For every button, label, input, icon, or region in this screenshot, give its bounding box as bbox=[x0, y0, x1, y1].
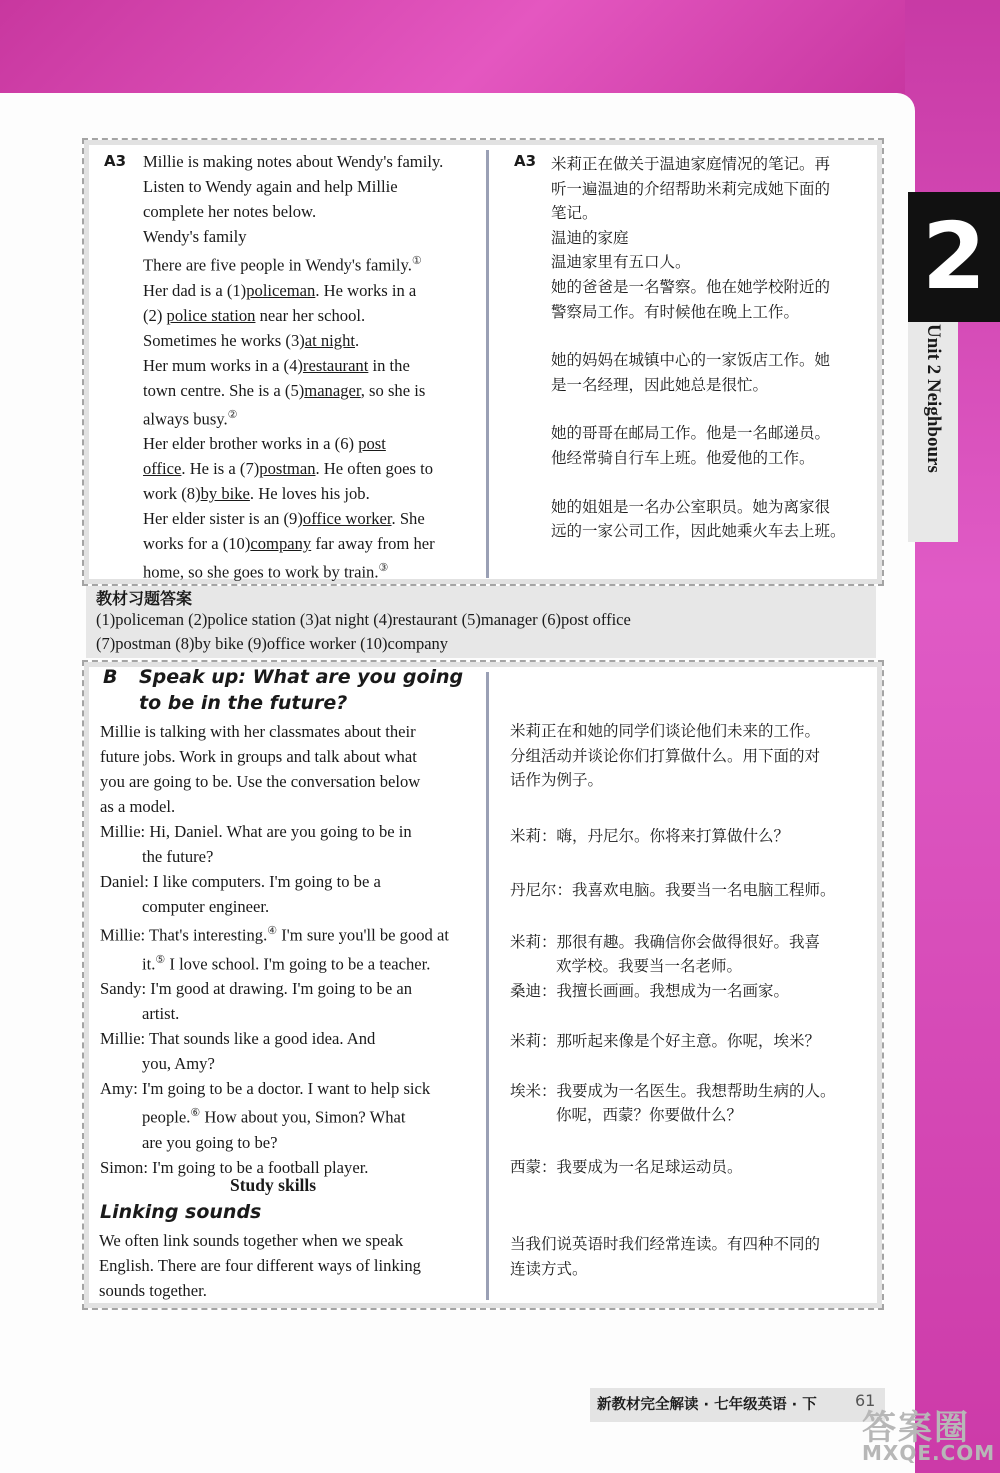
linking-line: sounds together. bbox=[99, 1281, 207, 1300]
a3-zh-line: 是一名经理，因此她总是很忙。 bbox=[551, 375, 769, 394]
b-zh-line: 西蒙：我要成为一名足球运动员。 bbox=[510, 1158, 743, 1176]
b-text: it. bbox=[142, 954, 156, 974]
b-zh-line: 你呢，西蒙？你要做什么？ bbox=[556, 1106, 743, 1124]
answer-blank: office worker bbox=[302, 509, 392, 529]
a3-text: works for a (10) bbox=[143, 534, 251, 554]
a3-line bbox=[143, 531, 468, 556]
answer-blank: company bbox=[250, 534, 312, 554]
a3-label: A3 bbox=[104, 152, 127, 170]
a3-zh-line: 笔记。 bbox=[551, 204, 598, 223]
a3-text: Her mum works in a (4) bbox=[143, 355, 303, 375]
a3-line bbox=[143, 403, 468, 432]
unit-title: Unit 2 Neighbours bbox=[923, 324, 944, 473]
a3-zh-line: 她的爸爸是一名警察。他在她学校附近的 bbox=[551, 277, 831, 296]
a3-line: Listen to Wendy again and help Millie bbox=[143, 177, 398, 196]
b-column-divider bbox=[486, 672, 489, 1300]
a3-zh-line: 警察局工作。有时候他在晚上工作。 bbox=[551, 302, 800, 321]
a3-zh-line: 米莉正在做关于温迪家庭情况的笔记。再 bbox=[551, 155, 831, 173]
a3-zh-line: 他经常骑自行车上班。他爱他的工作。 bbox=[551, 448, 815, 467]
a3-line bbox=[143, 481, 468, 506]
b-line: Amy: I'm going to be a doctor. I want to help sick bbox=[100, 1079, 431, 1099]
a3-line: Millie is making notes about Wendy's family. bbox=[143, 152, 444, 171]
a3-text: There are five people in Wendy's family. bbox=[143, 255, 412, 275]
b-line: future jobs. Work in groups and talk about what bbox=[100, 747, 417, 766]
answer-blank: policeman bbox=[246, 280, 316, 300]
b-text: How about you, Simon? What bbox=[200, 1107, 406, 1127]
linking-line: We often link sounds together when we speak bbox=[99, 1231, 404, 1250]
answer-blank: post bbox=[358, 434, 386, 454]
a3-line: Wendy's family bbox=[143, 227, 247, 246]
answers-line-2: (7)postman (8)by bike (9)office worker (10)company bbox=[96, 634, 449, 653]
a3-chinese-text bbox=[551, 152, 871, 544]
answers-title: 教材习题答案 bbox=[96, 589, 193, 608]
page-number: 61 bbox=[855, 1391, 876, 1410]
b-line: Simon: I'm going to be a football player. bbox=[100, 1157, 369, 1177]
a3-text: . He often goes to bbox=[315, 459, 434, 479]
a3-zh-line: 她的妈妈在城镇中心的一家饭店工作。她 bbox=[551, 351, 831, 370]
a3-line bbox=[143, 353, 468, 378]
b-zh-line: 连读方式。 bbox=[510, 1260, 588, 1278]
note-1-icon: ① bbox=[411, 255, 422, 267]
a3-text: Her elder brother works in a (6) bbox=[143, 434, 355, 454]
b-line: as a model. bbox=[100, 797, 176, 816]
a3-line bbox=[143, 431, 468, 456]
a3-text: town centre. She is a (5) bbox=[143, 380, 305, 400]
b-english-text bbox=[100, 719, 470, 1180]
a3-text: . He loves his job. bbox=[249, 484, 370, 504]
unit-number-tab bbox=[908, 192, 1000, 322]
b-zh-line: 话作为例子。 bbox=[510, 771, 604, 790]
a3-line: complete her notes below. bbox=[143, 202, 317, 221]
magenta-top-border bbox=[0, 0, 1000, 95]
answer-blank: police station bbox=[166, 305, 256, 325]
a3-zh-line: 远的一家公司工作，因此她乘火车去上班。 bbox=[551, 522, 846, 541]
b-line: computer engineer. bbox=[142, 897, 270, 916]
b-line: Millie: Hi, Daniel. What are you going to be in bbox=[100, 822, 412, 841]
a3-line bbox=[143, 278, 468, 303]
a3-text: Her elder sister is an (9) bbox=[143, 509, 303, 529]
b-zh-line: 米莉正在和她的同学们谈论他们未来的工作。 bbox=[510, 722, 821, 740]
b-label: B bbox=[103, 666, 118, 688]
watermark-cn: 答案圈 bbox=[862, 1408, 970, 1448]
answer-blank: by bike bbox=[200, 484, 250, 504]
b-line bbox=[100, 1101, 470, 1130]
answers-line-1: (1)policeman (2)police station (3)at night (4)restaurant (5)manager (6)post office bbox=[96, 610, 631, 629]
b-text: I love school. I'm going to be a teacher. bbox=[165, 954, 431, 974]
linking-english-text bbox=[99, 1228, 469, 1303]
a3-label-zh: A3 bbox=[514, 152, 537, 170]
a3-text: near her school. bbox=[255, 305, 366, 325]
a3-text: . bbox=[355, 330, 360, 350]
study-skills-heading: Study skills bbox=[230, 1175, 317, 1195]
a3-text: , so she is bbox=[360, 380, 426, 400]
b-heading-line-1: Speak up: What are you going bbox=[139, 666, 464, 688]
a3-text: home, so she goes to work by train. bbox=[143, 562, 379, 582]
linking-sounds-heading: Linking sounds bbox=[100, 1201, 262, 1223]
a3-text: . She bbox=[391, 509, 425, 529]
a3-zh-line: 温迪家里有五口人。 bbox=[551, 253, 691, 272]
b-text: Millie: That's interesting. bbox=[100, 925, 268, 945]
a3-text: Sometimes he works (3) bbox=[143, 330, 305, 350]
b-heading-line-2: to be in the future? bbox=[139, 692, 348, 714]
a3-text: in the bbox=[368, 355, 410, 375]
b-line: you, Amy? bbox=[142, 1054, 215, 1074]
b-line: the future? bbox=[142, 847, 214, 866]
b-line: Sandy: I'm good at drawing. I'm going to be an bbox=[100, 979, 412, 999]
a3-column-divider bbox=[486, 150, 489, 578]
b-zh-line: 桑迪：我擅长画画。我想成为一名画家。 bbox=[510, 982, 790, 1000]
a3-line bbox=[143, 456, 468, 481]
b-zh-line: 米莉：那听起来像是个好主意。你呢，埃米？ bbox=[510, 1032, 821, 1050]
a3-text: . He is a (7) bbox=[181, 459, 260, 479]
a3-line bbox=[143, 303, 468, 328]
b-line bbox=[100, 948, 470, 977]
b-zh-line: 欢学校。我要当一名老师。 bbox=[556, 957, 743, 975]
footer-book-title: 新教材完全解读 · 七年级英语 · 下 bbox=[597, 1397, 817, 1413]
b-text: I'm sure you'll be good at bbox=[277, 925, 449, 945]
note-2-icon: ② bbox=[227, 408, 238, 421]
b-zh-line: 米莉：嗨，丹尼尔。你将来打算做什么？ bbox=[510, 827, 790, 845]
watermark-url: MXQE.COM bbox=[862, 1441, 996, 1465]
b-line: Millie: That sounds like a good idea. And bbox=[100, 1029, 376, 1049]
a3-line bbox=[143, 506, 468, 531]
b-line: artist. bbox=[142, 1004, 180, 1024]
note-4-icon: ④ bbox=[267, 925, 278, 937]
b-chinese-text bbox=[510, 719, 875, 793]
answer-blank: restaurant bbox=[302, 355, 369, 375]
answer-blank: office bbox=[143, 459, 182, 479]
b-line: are you going to be? bbox=[142, 1132, 278, 1152]
watermark-logo bbox=[862, 1400, 995, 1465]
a3-text: far away from her bbox=[311, 534, 435, 554]
a3-zh-line: 她的姐姐是一名办公室职员。她为离家很 bbox=[551, 497, 831, 516]
a3-line bbox=[143, 249, 468, 278]
note-6-icon: ⑥ bbox=[190, 1107, 201, 1120]
a3-text: (2) bbox=[143, 305, 163, 325]
b-zh-line: 丹尼尔：我喜欢电脑。我要当一名电脑工程师。 bbox=[510, 881, 836, 899]
a3-line bbox=[143, 556, 468, 585]
answer-blank: postman bbox=[259, 459, 316, 479]
b-line: you are going to be. Use the conversation below bbox=[100, 772, 421, 791]
note-5-icon: ⑤ bbox=[155, 953, 166, 966]
answer-blank: at night bbox=[304, 330, 356, 350]
b-line: Daniel: I like computers. I'm going to be a bbox=[100, 872, 381, 891]
unit-number: 2 bbox=[921, 203, 986, 310]
b-line bbox=[100, 919, 470, 948]
b-zh-line: 当我们说英语时我们经常连读。有四种不同的 bbox=[510, 1235, 821, 1253]
a3-zh-line: 听一遍温迪的介绍帮助米莉完成她下面的 bbox=[551, 179, 831, 198]
a3-text: Her dad is a (1) bbox=[143, 280, 247, 300]
b-zh-line: 埃米：我要成为一名医生。我想帮助生病的人。 bbox=[510, 1082, 836, 1100]
a3-english-text bbox=[143, 149, 468, 585]
b-line: Millie is talking with her classmates about their bbox=[100, 722, 416, 741]
a3-zh-line: 她的哥哥在邮局工作。他是一名邮递员。 bbox=[551, 424, 831, 443]
a3-zh-line: 温迪的家庭 bbox=[551, 228, 629, 247]
b-zh-line: 分组活动并谈论你们打算做什么。用下面的对 bbox=[510, 746, 821, 765]
a3-text: work (8) bbox=[143, 484, 201, 504]
b-text: people. bbox=[142, 1107, 191, 1127]
answer-blank: manager bbox=[304, 380, 361, 400]
a3-line bbox=[143, 378, 468, 403]
a3-text: always busy. bbox=[143, 409, 228, 429]
b-zh-line: 米莉：那很有趣。我确信你会做得很好。我喜 bbox=[510, 933, 821, 951]
linking-line: English. There are four different ways of linking bbox=[99, 1256, 421, 1275]
a3-text: . He works in a bbox=[315, 280, 417, 300]
note-3-icon: ③ bbox=[378, 562, 389, 575]
a3-line bbox=[143, 328, 468, 353]
